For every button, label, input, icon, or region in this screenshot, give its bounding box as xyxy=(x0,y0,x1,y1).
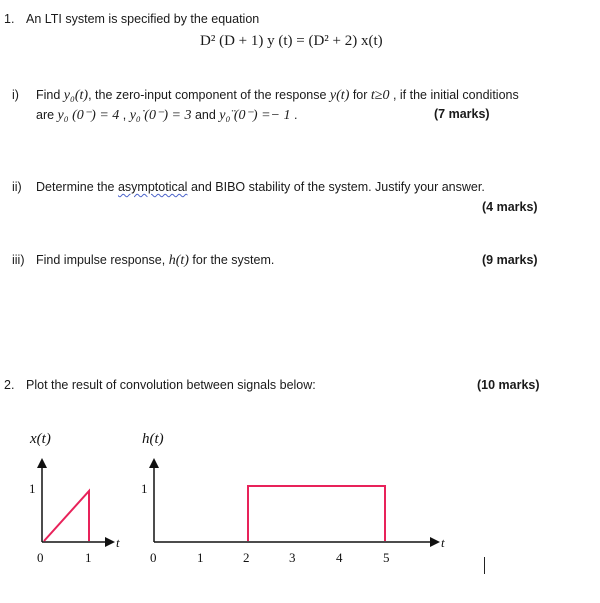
text-cursor xyxy=(484,557,485,574)
q1-part-iii-ht: h(t) xyxy=(168,253,189,268)
q2-marks: (10 marks) xyxy=(477,378,540,392)
plot-h xyxy=(141,431,445,565)
q2-number: 2. xyxy=(4,378,15,392)
q1-part-i-ic3: y₀̈ (0⁻) =− 1 xyxy=(219,108,291,123)
q1-part-i-text-d: , if the initial conditions xyxy=(389,88,519,102)
q2-text: Plot the result of convolution between signals below: xyxy=(26,378,316,392)
plot-x xyxy=(29,431,120,565)
q1-intro: An LTI system is specified by the equation xyxy=(26,12,260,26)
q1-part-iii-text-a: Find impulse response, xyxy=(36,253,169,267)
q1-part-i-ic2: y₀̇ (0⁻) = 3 xyxy=(129,108,192,123)
q1-part-i-end: . xyxy=(290,108,298,122)
plot-h-x-tick-1: 1 xyxy=(197,550,204,565)
q1-part-ii-text-b: and BIBO stability of the system. Justify your answer. xyxy=(187,180,485,194)
q1-part-iii-text xyxy=(36,253,274,269)
q1-part-i-text-c: for xyxy=(349,88,371,102)
plot-x-y-tick-1: 1 xyxy=(29,481,36,496)
q1-part-ii-text xyxy=(36,180,485,194)
q1-part-i-y0t: y₀(t) xyxy=(63,88,89,103)
plot-h-x-tick-4: 4 xyxy=(336,550,343,565)
q1-part-i-text-a: Find xyxy=(36,88,64,102)
q1-part-ii-asymptotical: asymptotical xyxy=(117,180,188,194)
plot-x-x-tick-1: 1 xyxy=(85,550,92,565)
plot-h-x-tick-0: 0 xyxy=(150,550,157,565)
q1-part-i-marks: (7 marks) xyxy=(434,107,490,121)
q1-part-ii-marks: (4 marks) xyxy=(482,200,538,214)
plot-x-title: x(t) xyxy=(30,431,51,447)
q1-part-i-line2 xyxy=(36,107,297,124)
q1-part-i-cond: t≥0 xyxy=(370,88,390,103)
q1-equation: D² (D + 1) y (t) = (D² + 2) x(t) xyxy=(200,33,383,49)
plot-h-signal xyxy=(248,486,385,541)
q1-part-i-yt: y(t) xyxy=(329,88,350,103)
q1-part-iii-marks: (9 marks) xyxy=(482,253,538,267)
q1-part-ii-text-a: Determine the xyxy=(36,180,118,194)
convolution-signals-figure xyxy=(0,423,600,603)
q1-part-i-sep2: and xyxy=(191,108,220,122)
plot-h-x-tick-5: 5 xyxy=(383,550,390,565)
q1-part-i-label: i) xyxy=(12,88,19,102)
plot-h-title: h(t) xyxy=(142,431,164,447)
q1-part-ii-label: ii) xyxy=(12,180,22,194)
q1-part-i-ic1: y₀ (0⁻) = 4 xyxy=(57,108,120,123)
plot-x-x-tick-0: 0 xyxy=(37,550,44,565)
plot-x-signal xyxy=(44,491,89,541)
q1-part-iii-label: iii) xyxy=(12,253,25,267)
q1-number: 1. xyxy=(4,12,15,26)
plot-h-y-tick-1: 1 xyxy=(141,481,148,496)
q1-part-i-are: are xyxy=(36,108,58,122)
q1-part-iii-text-b: for the system. xyxy=(188,253,275,267)
plot-x-axis-label: t xyxy=(116,535,120,550)
plot-h-x-tick-2: 2 xyxy=(243,550,250,565)
q1-part-i-line1 xyxy=(36,88,519,104)
q1-part-i-text-b: , the zero-input component of the response xyxy=(88,88,330,102)
plot-h-axis-label: t xyxy=(441,535,445,550)
plot-h-x-tick-3: 3 xyxy=(289,550,296,565)
q1-part-i-sep1: , xyxy=(119,108,130,122)
